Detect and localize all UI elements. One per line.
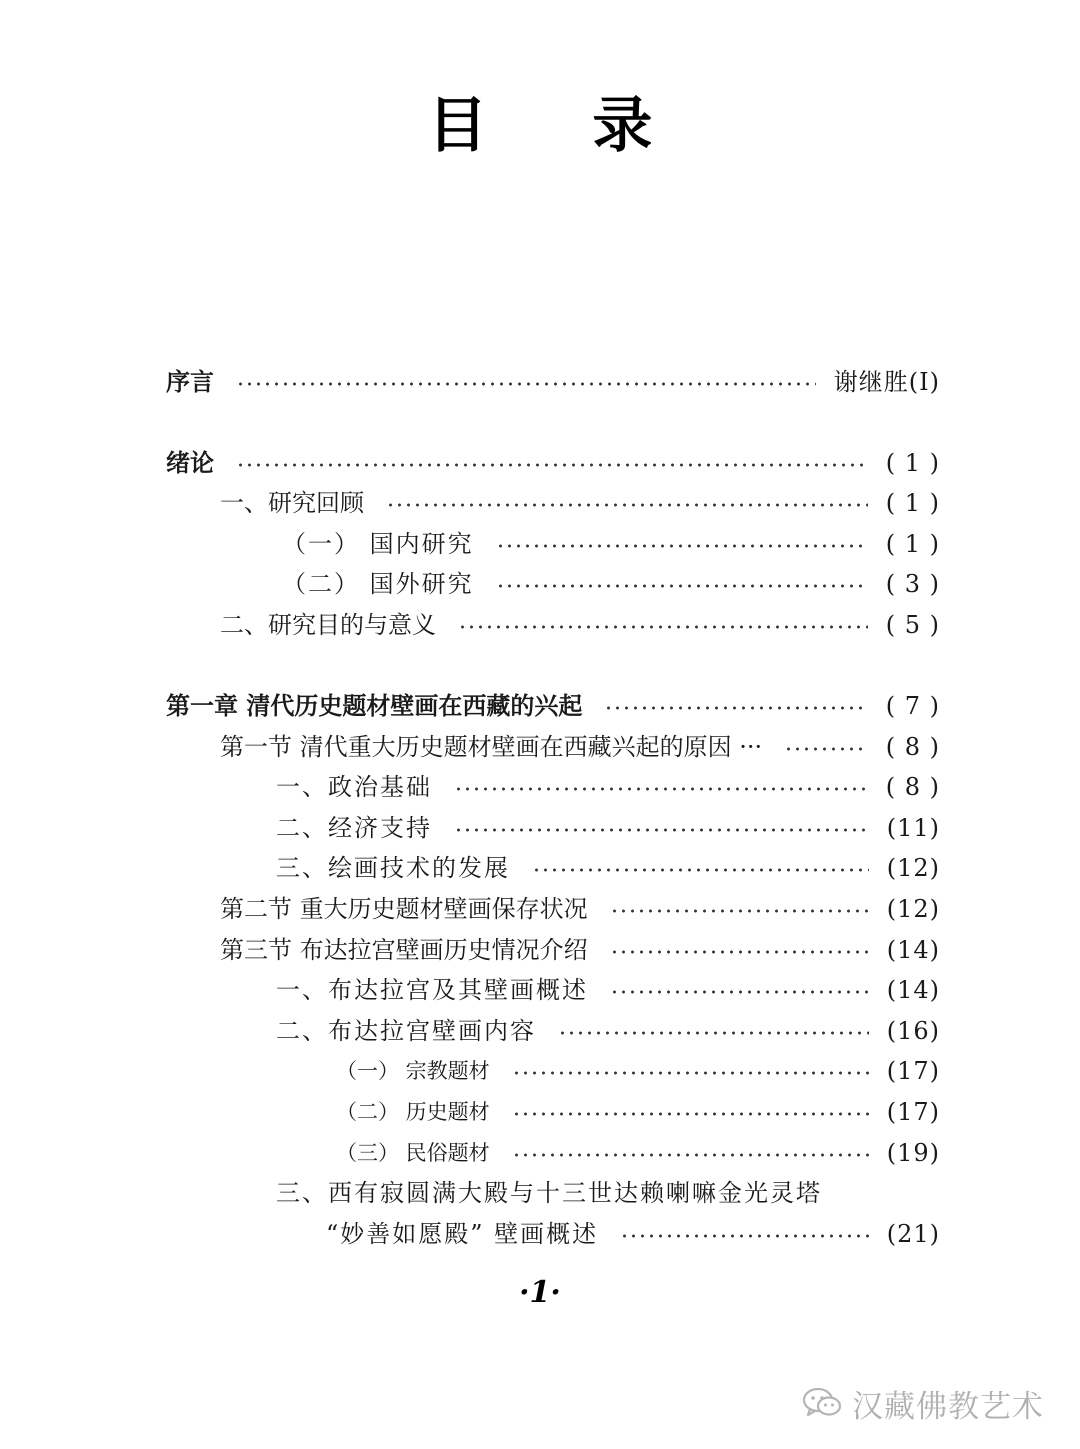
dot-leader (458, 625, 868, 629)
toc-entry[interactable] (0, 564, 940, 604)
dot-leader (620, 1234, 869, 1238)
page-number: ·1· (519, 1275, 561, 1310)
toc-entry-label: 绪论 (166, 448, 214, 477)
page-title: 目 录 (427, 91, 695, 161)
toc-entry-label: 第二节 重大历史题材壁画保存状况 (220, 895, 588, 923)
toc-entry[interactable] (0, 848, 940, 888)
toc-entry-page: (19) (886, 1139, 940, 1167)
watermark (802, 1378, 1044, 1428)
toc-entry-label: 第一章 清代历史题材壁画在西藏的兴起 (166, 691, 583, 720)
toc-entry-label: 一、布达拉宫及其壁画概述 (276, 976, 588, 1004)
toc-entry[interactable] (0, 767, 940, 807)
dot-leader (610, 950, 869, 954)
wechat-icon (802, 1386, 842, 1420)
dot-leader (512, 1112, 869, 1116)
toc-entry-page: ( 8 ) (885, 773, 940, 801)
toc-entry-page: (11) (886, 814, 940, 842)
toc-entry-label: 三、绘画技术的发展 (276, 854, 510, 882)
toc-entry[interactable] (0, 1051, 940, 1091)
toc-entry-label: 二、布达拉宫壁画内容 (276, 1017, 536, 1045)
toc-entry-page: (12) (886, 854, 940, 882)
toc-entry[interactable] (0, 1011, 940, 1051)
dot-leader (496, 544, 868, 548)
toc-entry-section[interactable] (0, 727, 940, 767)
toc-entry-introduction[interactable] (0, 443, 940, 483)
toc-entry-section[interactable] (0, 889, 940, 929)
toc-entry-label: （二） 国外研究 (282, 570, 474, 598)
dot-leader (610, 909, 869, 913)
dot-leader (386, 503, 868, 507)
toc-entry-label: （二） 历史题材 (336, 1100, 490, 1124)
toc-entry-chapter[interactable] (0, 686, 940, 726)
toc-entry[interactable] (0, 1092, 940, 1132)
toc-entry[interactable] (0, 970, 940, 1010)
toc-entry-label: “妙善如愿殿” 壁画概述 (326, 1220, 599, 1248)
toc-entry[interactable] (0, 524, 940, 564)
toc-entry-page: ( 5 ) (885, 611, 940, 639)
dot-leader (454, 787, 868, 791)
dot-leader (604, 706, 867, 710)
toc-entry[interactable] (0, 808, 940, 848)
toc-entry-page: (14) (886, 936, 940, 964)
dot-leader (532, 868, 869, 872)
toc-entry-page: (17) (886, 1057, 940, 1085)
watermark-text: 汉藏佛教艺术 (852, 1388, 1044, 1425)
toc-entry-page: ( 8 ) (885, 733, 940, 761)
toc-entry-label: （一） 宗教题材 (336, 1059, 490, 1083)
dot-leader (454, 828, 869, 832)
toc-entry-page: (16) (886, 1017, 940, 1045)
toc-entry-page: (12) (886, 895, 940, 923)
toc-entry[interactable] (0, 1173, 940, 1213)
dot-leader (558, 1031, 869, 1035)
toc-entry-label: 二、经济支持 (276, 814, 432, 842)
toc-entry-page: ( 3 ) (885, 570, 940, 598)
toc-entry-preface[interactable] (0, 362, 940, 402)
toc-entry-page: ( 1 ) (885, 449, 940, 477)
toc-entry-page: (21) (886, 1220, 940, 1248)
toc-entry-page: (17) (886, 1098, 940, 1126)
toc-entry-page: 谢继胜(Ⅰ) (833, 368, 940, 396)
toc-entry-label: 三、西有寂圆满大殿与十三世达赖喇嘛金光灵塔 (276, 1179, 822, 1207)
dot-leader (512, 1153, 869, 1157)
toc-entry-page: ( 1 ) (885, 530, 940, 558)
toc-entry-page: (14) (886, 976, 940, 1004)
toc-entry[interactable] (0, 605, 940, 645)
toc-entry-section[interactable] (0, 930, 940, 970)
toc-entry[interactable] (0, 1133, 940, 1173)
toc-entry-label: （三） 民俗题材 (336, 1141, 490, 1165)
toc-entry-label: 第三节 布达拉宫壁画历史情况介绍 (220, 936, 588, 964)
dot-leader (236, 382, 816, 386)
toc-entry-page: ( 1 ) (885, 489, 940, 517)
dot-leader (784, 747, 868, 751)
dot-leader (496, 584, 868, 588)
toc-entry-label: （一） 国内研究 (282, 530, 474, 558)
toc-entry[interactable] (0, 483, 940, 523)
dot-leader (236, 463, 868, 467)
toc-entry-label: 二、研究目的与意义 (220, 611, 436, 639)
toc-entry-page: ( 7 ) (885, 692, 940, 720)
toc-entry[interactable] (0, 1214, 940, 1254)
dot-leader (610, 990, 869, 994)
toc-entry-label: 一、政治基础 (276, 773, 432, 801)
toc-entry-label: 第一节 清代重大历史题材壁画在西藏兴起的原因 ··· (220, 733, 763, 761)
toc-entry-label: 序言 (166, 367, 214, 396)
toc-entry-label: 一、研究回顾 (220, 489, 364, 517)
dot-leader (512, 1071, 869, 1075)
